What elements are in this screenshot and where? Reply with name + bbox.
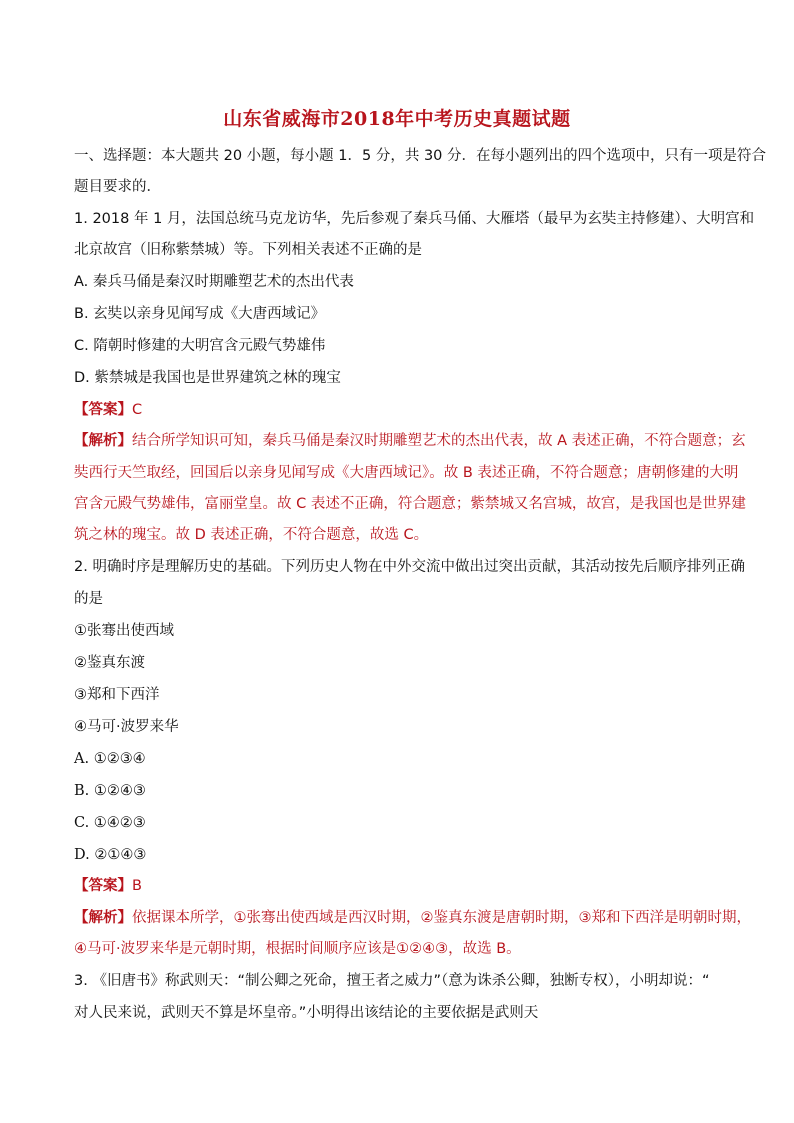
answer-tag: 【答案】 xyxy=(74,402,132,418)
analysis-text: 依据课本所学，①张骞出使西域是西汉时期，②鉴真东渡是唐朝时期，③郑和下西洋是明朝时期， xyxy=(132,910,751,926)
q1-option-c: C. 隋朝时修建的大明宫含元殿气势雄伟 xyxy=(74,338,326,354)
q2-analysis-line-2: ④马可·波罗来华是元朝时期，根据时间顺序应该是①②④③，故选 B。 xyxy=(74,941,521,957)
answer-tag: 【答案】 xyxy=(74,878,132,894)
answer-value: B xyxy=(132,878,142,894)
q1-analysis-line-1 xyxy=(74,431,746,451)
q2-stem-line-2: 的是 xyxy=(74,591,103,607)
q3-stem-line-1: 3. 《旧唐书》称武则天：“制公卿之死命，擅王者之威力”（意为诛杀公卿，独断专权），小明却说：“ xyxy=(74,973,710,989)
q2-item-3: ③郑和下西洋 xyxy=(74,687,160,703)
section-intro-line-1: 一、选择题：本大题共 20 小题，每小题 1．5 分，共 30 分．在每小题列出的四个选项中，只有一项是符合 xyxy=(74,148,767,164)
q2-item-2: ②鉴真东渡 xyxy=(74,655,145,671)
q2-option-c: C. ①④②③ xyxy=(74,815,146,831)
q3-stem-line-2: 对人民来说，武则天不算是坏皇帝。”小明得出该结论的主要依据是武则天 xyxy=(74,1005,539,1021)
q1-answer xyxy=(74,400,142,420)
q1-option-a: A. 秦兵马俑是秦汉时期雕塑艺术的杰出代表 xyxy=(74,274,354,290)
q1-option-d: D. 紫禁城是我国也是世界建筑之林的瑰宝 xyxy=(74,370,341,386)
q1-stem-line-2: 北京故宫（旧称紫禁城）等。下列相关表述不正确的是 xyxy=(74,242,422,258)
q1-analysis-line-3: 宫含元殿气势雄伟，富丽堂皇。故 C 表述不正确，符合题意；紫禁城又名宫城，故宫，是我国也是世界建 xyxy=(74,496,746,512)
analysis-tag: 【解析】 xyxy=(74,433,132,449)
q2-option-b: B. ①②④③ xyxy=(74,783,146,799)
analysis-text: 结合所学知识可知，秦兵马俑是秦汉时期雕塑艺术的杰出代表，故 A 表述正确，不符合题意；玄 xyxy=(132,433,746,449)
q2-item-1: ①张骞出使西域 xyxy=(74,623,174,639)
document-title: 山东省威海市2018年中考历史真题试题 xyxy=(223,108,571,130)
q1-stem-line-1: 1. 2018 年 1 月，法国总统马克龙访华，先后参观了秦兵马俑、大雁塔（最早为玄奘主持修建）、大明宫和 xyxy=(74,211,755,227)
q2-stem-line-1: 2. 明确时序是理解历史的基础。下列历史人物在中外交流中做出过突出贡献，其活动按先后顺序排列正确 xyxy=(74,559,745,575)
q1-analysis-line-2: 奘西行天竺取经，回国后以亲身见闻写成《大唐西域记》。故 B 表述正确，不符合题意；唐朝修建的大明 xyxy=(74,465,739,481)
q2-analysis-line-1 xyxy=(74,908,751,928)
q1-analysis-line-4: 筑之林的瑰宝。故 D 表述正确，不符合题意，故选 C。 xyxy=(74,527,429,543)
q1-option-b: B. 玄奘以亲身见闻写成《大唐西域记》 xyxy=(74,306,326,322)
answer-value: C xyxy=(132,402,143,418)
q2-item-4: ④马可·波罗来华 xyxy=(74,719,179,735)
section-intro-line-2: 题目要求的． xyxy=(74,179,161,195)
q2-option-d: D. ②①④③ xyxy=(74,847,147,863)
analysis-tag: 【解析】 xyxy=(74,910,132,926)
q2-answer xyxy=(74,876,142,896)
q2-option-a: A. ①②③④ xyxy=(74,751,146,767)
